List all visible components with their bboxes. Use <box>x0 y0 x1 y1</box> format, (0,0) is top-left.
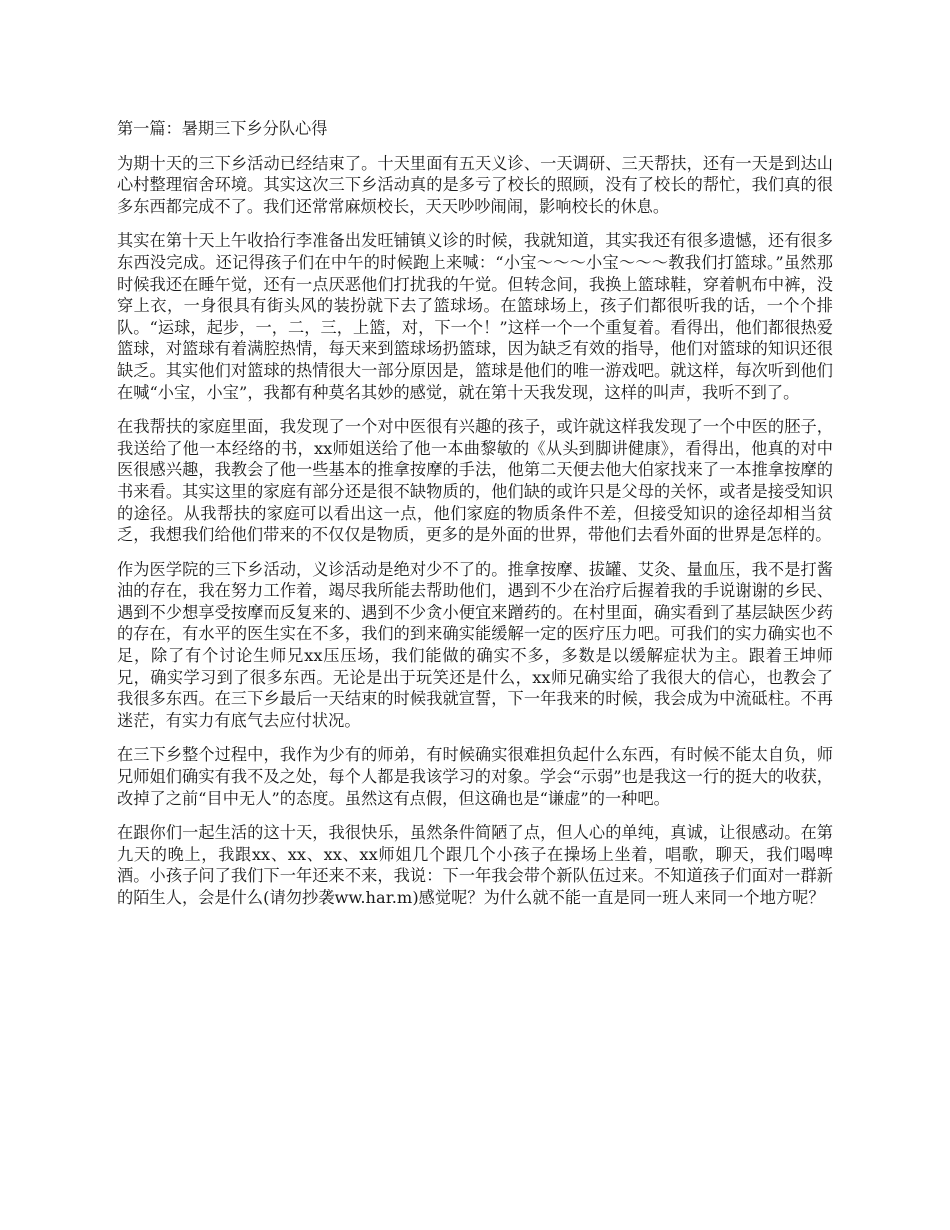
paragraph-5: 在三下乡整个过程中，我作为少有的师弟，有时候确实很难担负起什么东西，有时候不能太自负，师兄师姐们确实有我不及之处，每个人都是我该学习的对象。学会“示弱”也是我这一行的挺大的收获，改掉了之前“目中无人”的态度。虽然这有点假，但这确也是“谦虚”的一种吧。 <box>117 745 833 808</box>
paragraph-1: 为期十天的三下乡活动已经结束了。十天里面有五天义诊、一天调研、三天帮扶，还有一天是到达山心村整理宿舍环境。其实这次三下乡活动真的是多亏了校长的照顾，没有了校长的帮忙，我们真的很多东西都完成不了。我们还常常麻烦校长，天天吵吵闹闹，影响校长的休息。 <box>117 153 833 216</box>
paragraph-3: 在我帮扶的家庭里面，我发现了一个对中医很有兴趣的孩子，或许就这样我发现了一个中医的胚子，我送给了他一本经络的书，xx师姐送给了他一本曲黎敏的《从头到脚讲健康》，看得出，他真的对中医很感兴趣，我教会了他一些基本的推拿按摩的手法，他第二天便去他大伯家找来了一本推拿按摩的书来看。其实这里的家庭有部分还是很不缺物质的，他们缺的或许只是父母的关怀，或者是接受知识的途径。从我帮扶的家庭可以看出这一点，他们家庭的物质条件不差，但接受知识的途径却相当贫乏，我想我们给他们带来的不仅仅是物质，更多的是外面的世界，带他们去看外面的世界是怎样的。 <box>117 417 833 545</box>
paragraph-6: 在跟你们一起生活的这十天，我很快乐，虽然条件简陋了点，但人心的单纯，真诚，让很感动。在第九天的晚上，我跟xx、xx、xx、xx师姐几个跟几个小孩子在操场上坐着，唱歌，聊天，我们喝啤酒。小孩子问了我们下一年还来不来，我说：下一年我会带个新队伍过来。不知道孩子们面对一群新的陌生人，会是什么(请勿抄袭ww.har.m)感觉呢？为什么就不能一直是同一班人来同一个地方呢？ <box>117 823 833 907</box>
document-title: 第一篇：暑期三下乡分队心得 <box>117 119 328 138</box>
paragraph-4: 作为医学院的三下乡活动，义诊活动是绝对少不了的。推拿按摩、拔罐、艾灸、量血压，我不是打酱油的存在，我在努力工作着，竭尽我所能去帮助他们，遇到不少在治疗后握着我的手说谢谢的乡民、遇到不少想享受按摩而反复来的、遇到不少贪小便宜来蹭药的。在村里面，确实看到了基层缺医少药的存在，有水平的医生实在不多，我们的到来确实能缓解一定的医疗压力吧。可我们的实力确实也不足，除了有个讨论生师兄xx压压场，我们能做的确实不多，多数是以缓解症状为主。跟着王坤师兄，确实学习到了很多东西。无论是出于玩笑还是什么，xx师兄确实给了我很大的信心，也教会了我很多东西。在三下乡最后一天结束的时候我就宣誓，下一年我来的时候，我会成为中流砥柱。不再迷茫，有实力有底气去应付状况。 <box>117 559 833 730</box>
document-page <box>117 118 833 922</box>
paragraph-2: 其实在第十天上午收拾行李准备出发旺铺镇义诊的时候，我就知道，其实我还有很多遗憾，还有很多东西没完成。还记得孩子们在中午的时候跑上来喊：“小宝～～～小宝～～～教我们打篮球。”虽然那时候我还在睡午觉，还有一点厌恶他们打扰我的午觉。但转念间，我换上篮球鞋，穿着帆布中裤，没穿上衣，一身很具有街头风的装扮就下去了篮球场。在篮球场上，孩子们都很听我的话，一个个排队。“运球，起步，一，二，三，上篮，对，下一个！”这样一个一个重复着。看得出，他们都很热爱篮球，对篮球有着满腔热情，每天来到篮球场扔篮球，因为缺乏有效的指导，他们对篮球的知识还很缺乏。其实他们对篮球的热情很大一部分原因是，篮球是他们的唯一游戏吧。就这样，每次听到他们在喊“小宝，小宝”，我都有种莫名其妙的感觉，就在第十天我发现，这样的叫声，我听不到了。 <box>117 231 833 402</box>
